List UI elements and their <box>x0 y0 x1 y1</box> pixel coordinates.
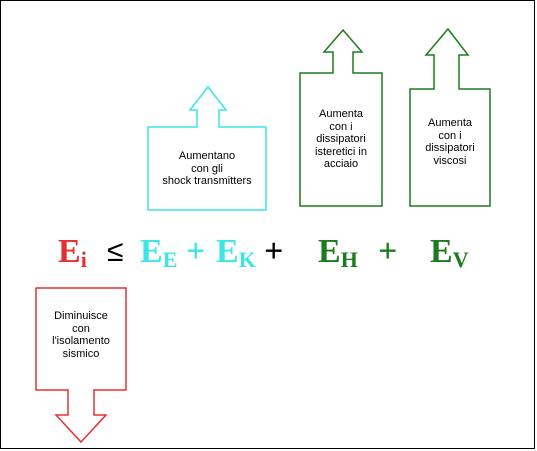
input-energy-term: $E_i$ <box>58 233 87 272</box>
kinetic-energy-term: $E_K$ <box>216 233 256 272</box>
viscous-dissipators-text <box>410 117 490 167</box>
hysteretic-dissipators-text <box>300 108 382 171</box>
seismic-isolation-text <box>36 310 126 360</box>
box-line: Aumenta <box>318 108 364 120</box>
box-line: Aumentano <box>178 150 236 162</box>
box-line: dissipatori <box>425 142 475 154</box>
less-equal-sign: ≤ <box>107 235 124 268</box>
box-line: con i <box>438 129 462 142</box>
box-line: isteretici in <box>315 145 367 158</box>
shock-transmitters-arrow-box <box>148 87 266 210</box>
box-line: con i <box>329 120 353 133</box>
shock-transmitters-text <box>148 150 266 188</box>
box-line: con gli <box>191 162 223 175</box>
box-line: con <box>72 322 90 335</box>
plus-sign-2: + <box>264 233 284 270</box>
box-line: shock transmitters <box>162 175 252 187</box>
box-line: sismico <box>62 347 100 360</box>
plus-sign-1: + <box>186 233 206 270</box>
box-line: Diminuisce <box>54 310 108 322</box>
box-line: l'isolamento <box>52 335 110 347</box>
box-line: viscosi <box>433 154 467 167</box>
box-line: acciaio <box>323 158 359 170</box>
box-line: Aumenta <box>427 117 473 129</box>
viscous-energy-term: $E_V$ <box>430 233 469 272</box>
elastic-energy-term: $E_E$ <box>140 233 178 272</box>
hysteretic-energy-term: $E_H$ <box>318 233 358 272</box>
box-line: dissipatori <box>316 133 366 145</box>
plus-sign-3: + <box>378 233 398 270</box>
